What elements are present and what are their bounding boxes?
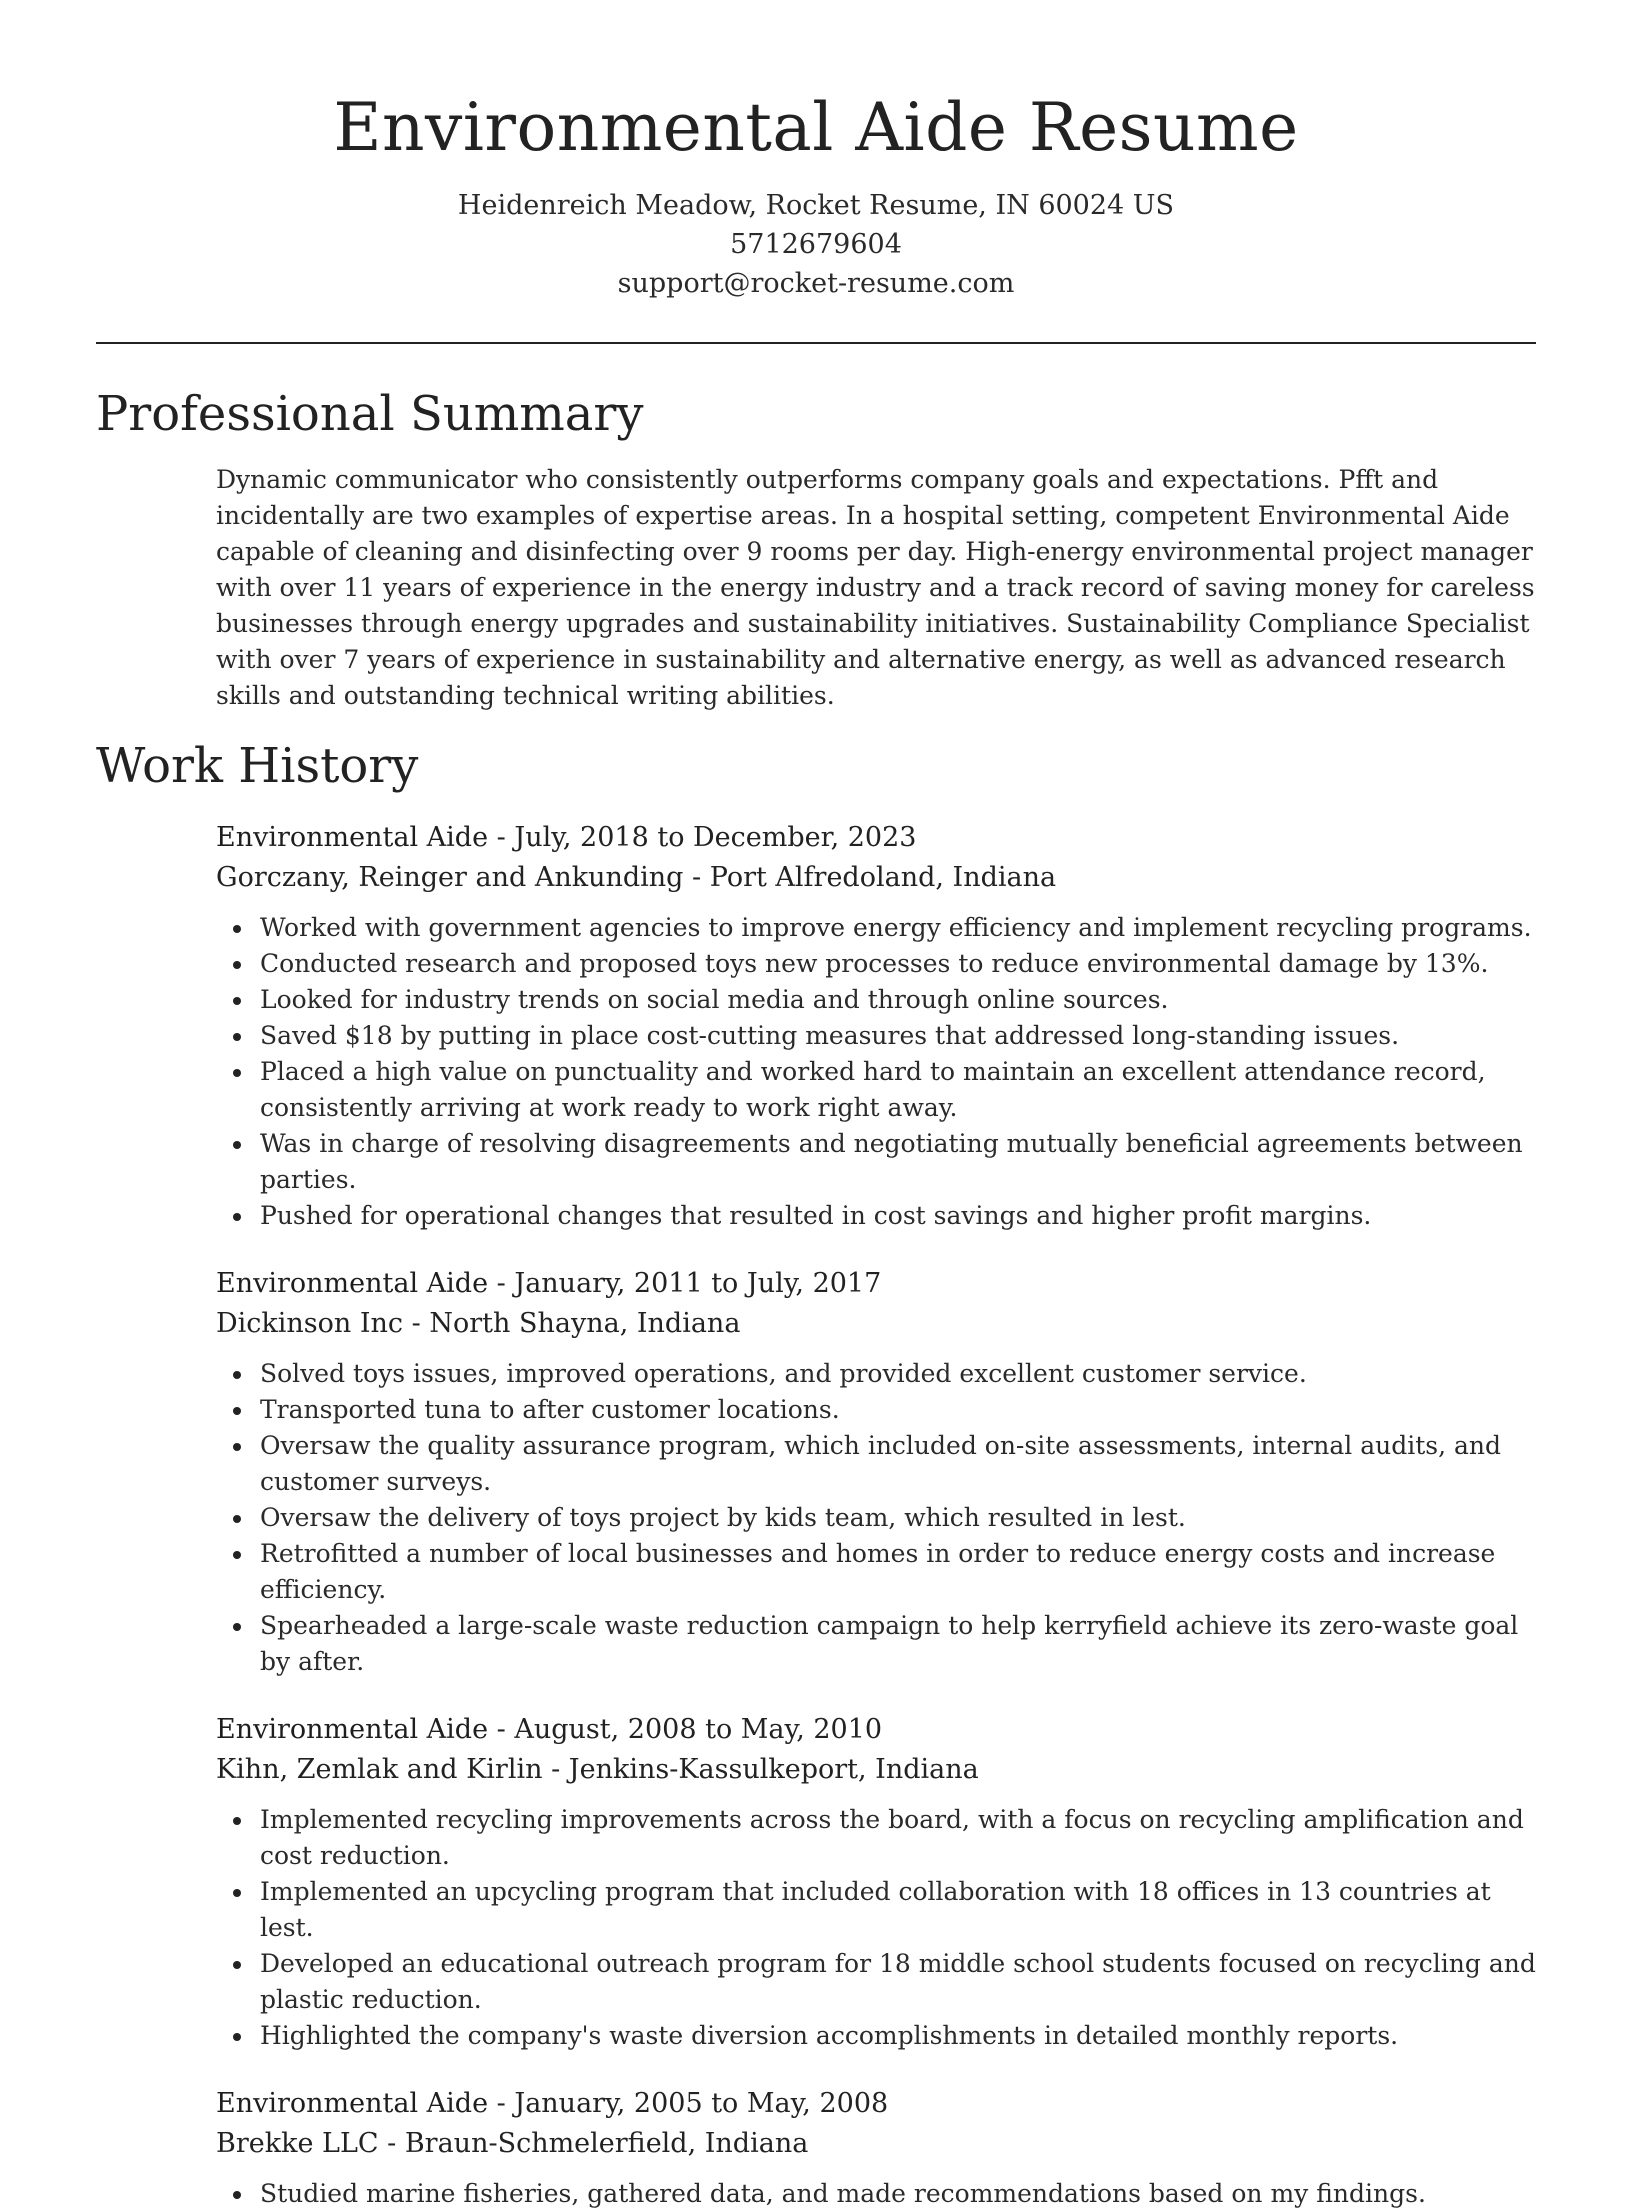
job-bullet-list — [216, 2176, 1536, 2212]
separator: - — [542, 1754, 569, 1785]
job-bullet: Was in charge of resolving disagreements and negotiating mutually beneficial agreements between parties. — [216, 1126, 1536, 1198]
job-company: Gorczany, Reinger and Ankunding — [216, 862, 684, 893]
job-bullet: Worked with government agencies to improve energy efficiency and implement recycling programs. — [216, 910, 1536, 946]
contact-email: support@rocket-resume.com — [617, 268, 1015, 299]
separator: - — [488, 822, 515, 853]
job-location: Jenkins-Kassulkeport, Indiana — [568, 1754, 979, 1785]
job-entry — [216, 1710, 1536, 2054]
job-title-line — [216, 1710, 1536, 1750]
job-bullet: Saved $18 by putting in place cost-cutting measures that addressed long-standing issues. — [216, 1018, 1536, 1054]
job-bullet: Pushed for operational changes that resulted in cost savings and higher profit margins. — [216, 1198, 1536, 1234]
job-company-line — [216, 2124, 1536, 2164]
work-history-heading: Work History — [96, 738, 419, 794]
contact-phone: 5712679604 — [730, 229, 902, 260]
job-bullet: Transported tuna to after customer locations. — [216, 1392, 1536, 1428]
job-bullet: Solved toys issues, improved operations, and provided excellent customer service. — [216, 1356, 1536, 1392]
work-history-list — [96, 818, 1536, 2212]
job-bullet: Oversaw the quality assurance program, which included on-site assessments, internal audits, and customer surveys. — [216, 1428, 1536, 1500]
separator: - — [488, 2088, 515, 2119]
contact-address: Heidenreich Meadow, Rocket Resume, IN 60024 US — [457, 190, 1175, 221]
job-bullet: Oversaw the delivery of toys project by kids team, which resulted in lest. — [216, 1500, 1536, 1536]
job-bullet: Placed a high value on punctuality and worked hard to maintain an excellent attendance record, consistently arriving at work ready to work right away. — [216, 1054, 1536, 1126]
separator: - — [488, 1268, 515, 1299]
job-title: Environmental Aide — [216, 1268, 489, 1299]
job-dates: July, 2018 to December, 2023 — [514, 822, 917, 853]
job-bullet: Looked for industry trends on social media and through online sources. — [216, 982, 1536, 1018]
job-dates: August, 2008 to May, 2010 — [514, 1714, 883, 1745]
job-title: Environmental Aide — [216, 1714, 489, 1745]
contact-info — [96, 186, 1536, 303]
job-company: Dickinson Inc — [216, 1308, 404, 1339]
resume-title: Environmental Aide Resume — [333, 89, 1299, 166]
job-company-line — [216, 858, 1536, 898]
job-company-line — [216, 1750, 1536, 1790]
summary-text: Dynamic communicator who consistently outperforms company goals and expectations. Pfft and incidentally are two examples of expertise areas. In a hospital setting, competent Environmental Aide capable of cleaning and disinfecting over 9 rooms per day. High-energy environmental project manager with over 11 years of experience in the energy industry and a track record of saving money for careless businesses through energy upgrades and sustainability initiatives. Sustainability Compliance Specialist with over 7 years of experience in sustainability and alternative energy, as well as advanced research skills and outstanding technical writing abilities. — [216, 465, 1535, 710]
job-bullet: Implemented recycling improvements across the board, with a focus on recycling amplification and cost reduction. — [216, 1802, 1536, 1874]
job-entry — [216, 1264, 1536, 1680]
resume-body — [96, 382, 1536, 2212]
separator: - — [378, 2128, 405, 2159]
job-location: Braun-Schmelerfield, Indiana — [404, 2128, 809, 2159]
job-bullet: Studied marine fisheries, gathered data, and made recommendations based on my findings. — [216, 2176, 1536, 2212]
separator: - — [403, 1308, 430, 1339]
job-bullet-list — [216, 1356, 1536, 1680]
job-entry — [216, 2084, 1536, 2212]
job-title-line — [216, 1264, 1536, 1304]
job-bullet-list — [216, 910, 1536, 1234]
job-company: Brekke LLC — [216, 2128, 379, 2159]
job-location: North Shayna, Indiana — [429, 1308, 741, 1339]
job-bullet-list — [216, 1802, 1536, 2054]
job-dates: January, 2005 to May, 2008 — [514, 2088, 889, 2119]
job-company: Kihn, Zemlak and Kirlin — [216, 1754, 543, 1785]
separator: - — [488, 1714, 515, 1745]
resume-header — [96, 84, 1536, 303]
job-bullet: Retrofitted a number of local businesses and homes in order to reduce energy costs and increase efficiency. — [216, 1536, 1536, 1608]
job-bullet: Conducted research and proposed toys new processes to reduce environmental damage by 13%. — [216, 946, 1536, 982]
job-location: Port Alfredoland, Indiana — [709, 862, 1057, 893]
job-bullet: Highlighted the company's waste diversion accomplishments in detailed monthly reports. — [216, 2018, 1536, 2054]
job-bullet: Spearheaded a large-scale waste reduction campaign to help kerryfield achieve its zero-waste goal by after. — [216, 1608, 1536, 1680]
job-title: Environmental Aide — [216, 822, 489, 853]
job-company-line — [216, 1304, 1536, 1344]
separator: - — [683, 862, 710, 893]
job-bullet: Developed an educational outreach program for 18 middle school students focused on recycling and plastic reduction. — [216, 1946, 1536, 2018]
job-dates: January, 2011 to July, 2017 — [514, 1268, 882, 1299]
job-entry — [216, 818, 1536, 1234]
job-title-line — [216, 818, 1536, 858]
header-divider — [96, 342, 1536, 344]
summary-heading: Professional Summary — [96, 386, 644, 442]
job-title: Environmental Aide — [216, 2088, 489, 2119]
job-bullet: Implemented an upcycling program that included collaboration with 18 offices in 13 countries at lest. — [216, 1874, 1536, 1946]
job-title-line — [216, 2084, 1536, 2124]
